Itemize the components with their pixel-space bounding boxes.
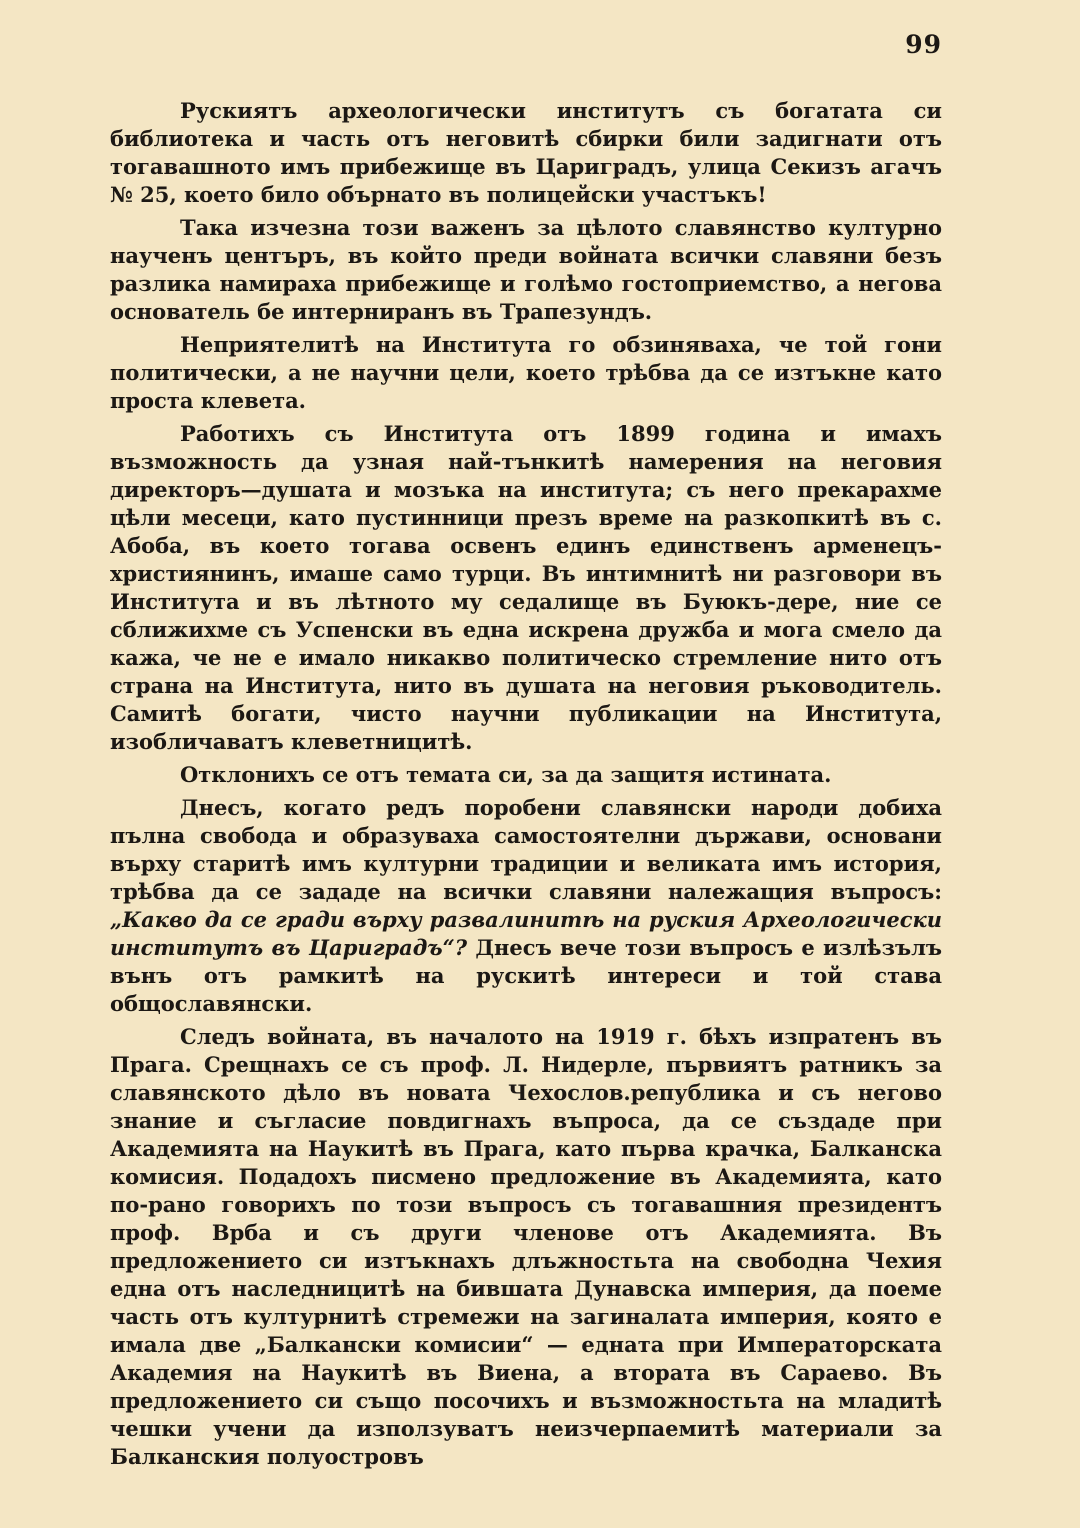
- italic-question: „Какво да се гради върху развалинитѣ на руския Археологически институтъ въ Цариградъ“?: [110, 907, 942, 960]
- page-number: 99: [905, 30, 942, 59]
- paragraph-6-part-1: Днесъ, когато редъ поробени славянски народи добиха пълна свобода и образуваха самостоятелни държави, основани върху старитѣ имъ културни традиции и великата имъ история, трѣбва да се зададе на всички славяни належащия въпросъ:: [110, 795, 942, 904]
- paragraph-1: Рускиятъ археологически институтъ съ богатата си библиотека и часть отъ неговитѣ сбирки били задигнати отъ тогавашното имъ прибежище въ Цариградъ, улица Секизъ агачъ № 25, което било обърнато въ полицейски участъкъ!: [110, 98, 942, 207]
- paragraph-6: [110, 794, 942, 1018]
- paragraph-7: Следъ войната, въ началото на 1919 г. бѣхъ изпратенъ въ Прага. Срещнахъ се съ проф. Л. Нидерле, първиятъ ратникъ за славянското дѣло въ новата Чехослов.република и съ негово знание и съгласие повдигнахъ въпроса, да се създаде при Академията на Наукитѣ въ Прага, като първа крачка, Балканска комисия. Подадохъ писмено предложение въ Академията, като по-рано говорихъ по този въпросъ съ тогавашния президентъ проф. Врба и съ други членове отъ Академията. Въ предложението си изтъкнахъ длъжностьта на свободна Чехия една отъ наследницитѣ на бившата Дунавска империя, да поеме часть отъ културнитѣ стремежи на загиналата империя, която е имала две „Балкански комисии“ — едната при Императорската Академия на Наукитѣ въ Виена, а втората въ Сараево. Въ предложението си също посочихъ и възможностьта на младитѣ чешки учени да използуватъ неизчерпаемитѣ материали за Балканския полуостровъ: [110, 1024, 942, 1469]
- body-text: [110, 97, 942, 1471]
- paragraph-5: Отклонихъ се отъ темата си, за да защитя истината.: [180, 762, 832, 787]
- paragraph-4: Работихъ съ Института отъ 1899 година и имахъ възможность да узная най-тънкитѣ намерения на неговия директоръ—душата и мозъка на института; съ него прекарахме цѣли месеци, като пустинници презъ време на разкопкитѣ въ с. Абоба, въ което тогава освенъ единъ единственъ арменецъ-християнинъ, имаше само турци. Въ интимнитѣ ни разговори въ Института и въ лѣтното му седалище въ Буюкъ-дере, ние се сближихме съ Успенски въ една искрена дружба и мога смело да кажа, че не е имало никакво политическо стремление нито отъ страна на Института, нито въ душата на неговия ръководитель. Самитѣ богати, чисто научни публикации на Института, изобличаватъ клеветницитѣ.: [110, 421, 942, 754]
- paragraph-2: Така изчезна този важенъ за цѣлото славянство културно наученъ центъръ, въ който преди войната всички славяни безъ разлика намираха прибежище и голѣмо гостоприемство, а негова основатель бе интерниранъ въ Трапезундъ.: [110, 215, 942, 324]
- paragraph-6-part-2: Днесъ вече този въпросъ е излѣзълъ вънъ отъ рамкитѣ на рускитѣ интереси и той става общославянски.: [110, 935, 942, 1016]
- paragraph-3: Неприятелитѣ на Института го обзиняваха, че той гони политически, а не научни цели, което трѣбва да се изтъкне като проста клевета.: [110, 332, 942, 413]
